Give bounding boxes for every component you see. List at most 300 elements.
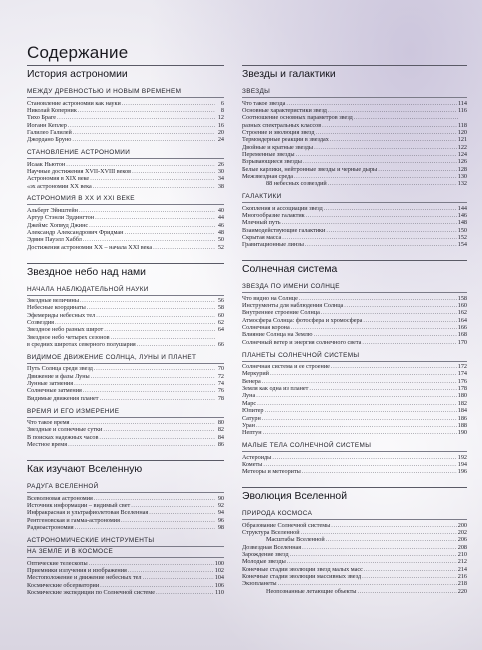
toc-entry bbox=[242, 136, 467, 143]
page-number: 38 bbox=[217, 182, 224, 190]
toc-entry bbox=[242, 144, 467, 151]
toc-column-right bbox=[242, 65, 467, 601]
toc-entry bbox=[27, 319, 224, 326]
section-title: ПРИРОДА КОСМОСА bbox=[242, 510, 467, 520]
dot-leader bbox=[282, 234, 456, 241]
dot-leader bbox=[294, 173, 457, 180]
toc-entry bbox=[242, 173, 467, 180]
toc-entry bbox=[242, 227, 467, 234]
toc-section bbox=[27, 537, 224, 597]
toc-entry bbox=[242, 566, 467, 573]
page-number: 20 bbox=[217, 128, 224, 136]
dot-leader bbox=[149, 509, 215, 516]
page-number: 150 bbox=[457, 226, 467, 234]
entry-title: Метеоры и метеориты bbox=[242, 468, 301, 476]
page-number: 16 bbox=[217, 121, 224, 129]
page-number: 128 bbox=[457, 165, 467, 173]
entry-title: Взрывающиеся звезды bbox=[242, 158, 302, 166]
page-number: 40 bbox=[217, 206, 224, 214]
toc-entry bbox=[27, 495, 224, 502]
section-title: ЗВЕЗДА ПО ИМЕНИ СОЛНЦЕ bbox=[242, 283, 467, 293]
entry-title: Дозвездная Вселенная bbox=[242, 543, 302, 551]
toc-entry bbox=[242, 317, 467, 324]
dot-leader bbox=[83, 387, 215, 394]
toc-entry bbox=[242, 205, 467, 212]
entry-title: Конечные стадии эволюции массивных звезд bbox=[242, 572, 362, 580]
page-number: 180 bbox=[457, 392, 467, 400]
dot-leader bbox=[75, 524, 215, 531]
toc-entry bbox=[242, 129, 467, 136]
part-heading: История астрономии bbox=[27, 65, 224, 82]
entry-title: Млечный путь bbox=[242, 219, 281, 227]
page-number: 122 bbox=[457, 143, 467, 151]
toc-entry bbox=[242, 573, 467, 580]
page-number: 106 bbox=[214, 581, 224, 589]
toc-entry bbox=[242, 100, 467, 107]
page-number: 78 bbox=[217, 394, 224, 402]
dot-leader bbox=[128, 567, 214, 574]
entry-title: Видимые движения планет bbox=[27, 394, 99, 402]
page-number: 162 bbox=[457, 309, 467, 317]
dot-leader bbox=[282, 219, 457, 226]
toc-entry bbox=[27, 244, 224, 251]
entry-title: Солнечный ветер и энергия солнечного света bbox=[242, 338, 362, 346]
part-heading: Как изучают Вселенную bbox=[27, 460, 224, 477]
entry-title: Конечные стадии эволюции звезд малых масс bbox=[242, 565, 363, 573]
dot-leader bbox=[322, 122, 457, 129]
entry-title: Инфракрасная и ультрафиолетовая Вселенная bbox=[27, 509, 149, 517]
dot-leader bbox=[104, 326, 215, 333]
toc-section bbox=[27, 483, 224, 531]
toc-entry bbox=[27, 122, 224, 129]
part-heading: Звездное небо над нами bbox=[27, 263, 224, 280]
entry-title: Что такое звезда bbox=[242, 99, 286, 107]
dot-leader bbox=[73, 129, 215, 136]
section-title: ЗВЕЗДЫ bbox=[242, 88, 467, 98]
dot-leader bbox=[302, 468, 457, 475]
entry-title: Всеволновая астрономия bbox=[27, 494, 93, 502]
page-number: 176 bbox=[457, 377, 467, 385]
toc-entry bbox=[242, 544, 467, 551]
page-number: 70 bbox=[217, 365, 224, 373]
page-number: 172 bbox=[457, 363, 467, 371]
toc-entry bbox=[27, 589, 224, 596]
dot-leader bbox=[354, 114, 458, 121]
entry-title: Лунные затмения bbox=[27, 380, 74, 388]
toc-entry bbox=[242, 400, 467, 407]
page-number: 64 bbox=[217, 326, 224, 334]
page-number: 182 bbox=[457, 399, 467, 407]
toc-entry bbox=[242, 339, 467, 346]
toc-entry bbox=[27, 582, 224, 589]
page-number: 76 bbox=[217, 387, 224, 395]
toc-entry bbox=[242, 385, 467, 392]
dot-leader bbox=[328, 180, 457, 187]
toc-entry bbox=[27, 236, 224, 243]
dot-leader bbox=[362, 339, 456, 346]
dot-leader bbox=[89, 560, 214, 567]
dot-leader bbox=[96, 312, 215, 319]
toc-entry bbox=[27, 129, 224, 136]
toc-entry bbox=[27, 229, 224, 236]
entry-title: «эх астрономии XX века bbox=[27, 182, 92, 190]
toc-entry bbox=[242, 166, 467, 173]
toc-entry bbox=[27, 304, 224, 311]
entry-title: Двойные и кратные звезды bbox=[242, 143, 314, 151]
toc-entry bbox=[242, 180, 467, 187]
page-number: 116 bbox=[457, 106, 467, 114]
entry-title: Эдвин Пауэлл Хаббл bbox=[27, 236, 82, 244]
entry-title: Александр Александрович Фридман bbox=[27, 228, 124, 236]
dot-leader bbox=[57, 114, 215, 121]
entry-title: Иоганн Кеплер bbox=[27, 121, 67, 129]
dot-leader bbox=[93, 183, 215, 190]
entry-title: Юпитер bbox=[242, 407, 264, 415]
dot-leader bbox=[100, 395, 215, 402]
page-number: 94 bbox=[217, 509, 224, 517]
dot-leader bbox=[263, 461, 456, 468]
entry-title: Нептун bbox=[242, 429, 262, 437]
page-number: 66 bbox=[217, 341, 224, 349]
page-number: 8 bbox=[220, 106, 224, 114]
page-number: 24 bbox=[217, 136, 224, 144]
dot-leader bbox=[326, 536, 457, 543]
toc-entry bbox=[242, 415, 467, 422]
toc-entry bbox=[242, 219, 467, 226]
page-number: 92 bbox=[217, 501, 224, 509]
entry-title: Молодые звезды bbox=[242, 558, 286, 566]
entry-title: Переменные звезды bbox=[242, 150, 295, 158]
toc-entry bbox=[242, 580, 467, 587]
entry-title: Скопления и ассоциации звезд bbox=[242, 204, 323, 212]
section-title: ПЛАНЕТЫ СОЛНЕЧНОЙ СИСТЕМЫ bbox=[242, 352, 467, 362]
page-number: 74 bbox=[217, 380, 224, 388]
dot-leader bbox=[286, 100, 457, 107]
dot-leader bbox=[328, 107, 457, 114]
toc-entry bbox=[27, 136, 224, 143]
dot-leader bbox=[257, 400, 457, 407]
page-number: 98 bbox=[217, 523, 224, 531]
page-number: 174 bbox=[457, 370, 467, 378]
dot-leader bbox=[262, 378, 457, 385]
page-number: 132 bbox=[457, 180, 467, 188]
page-number: 121 bbox=[457, 136, 467, 144]
toc-entry bbox=[242, 309, 467, 316]
dot-leader bbox=[309, 385, 456, 392]
page-number: 214 bbox=[457, 565, 467, 573]
page-number: 200 bbox=[457, 521, 467, 529]
toc-entry bbox=[27, 524, 224, 531]
page-number: 148 bbox=[457, 219, 467, 227]
page-number: 164 bbox=[457, 316, 467, 324]
toc-entry bbox=[27, 334, 224, 341]
page-number: 196 bbox=[457, 468, 467, 476]
dot-leader bbox=[124, 229, 215, 236]
page-number: 152 bbox=[457, 234, 467, 241]
page-number: 12 bbox=[217, 114, 224, 122]
dot-leader bbox=[278, 580, 457, 587]
toc-section bbox=[27, 88, 224, 144]
page-number: 82 bbox=[217, 426, 224, 434]
page-number: 6 bbox=[220, 99, 224, 107]
dot-leader bbox=[89, 222, 215, 229]
entry-title: Сатурн bbox=[242, 414, 261, 422]
page-number: 126 bbox=[457, 158, 467, 166]
entry-title: Звездные величины bbox=[27, 297, 79, 304]
dot-leader bbox=[132, 168, 215, 175]
toc-entry bbox=[27, 175, 224, 182]
entry-title: Звездные и солнечные сутки bbox=[27, 426, 103, 434]
entry-title: Меркурий bbox=[242, 370, 269, 378]
section-title: НАЧАЛА НАБЛЮДАТЕЛЬНОЙ НАУКИ bbox=[27, 286, 224, 296]
toc-section bbox=[242, 193, 467, 249]
dot-leader bbox=[302, 544, 457, 551]
page-number: 118 bbox=[457, 121, 467, 129]
dot-leader bbox=[83, 236, 215, 243]
toc-entry bbox=[242, 151, 467, 158]
entry-title: Исаак Ньютон bbox=[27, 160, 66, 168]
toc-section bbox=[27, 286, 224, 349]
dot-leader bbox=[291, 324, 457, 331]
page-number: 62 bbox=[217, 319, 224, 327]
toc-entry bbox=[27, 567, 224, 574]
entry-title: Зарождение звезд bbox=[242, 550, 289, 558]
entry-title: Образование Солнечной системы bbox=[242, 521, 331, 529]
toc-entry bbox=[27, 365, 224, 372]
dot-leader bbox=[263, 429, 457, 436]
toc-entry bbox=[27, 426, 224, 433]
entry-title: Оптические телескопы bbox=[27, 559, 88, 567]
page-number: 154 bbox=[457, 241, 467, 249]
entry-title: Марс bbox=[242, 399, 257, 407]
toc-entry bbox=[242, 551, 467, 558]
page-number: 178 bbox=[457, 385, 467, 393]
toc-entry bbox=[242, 422, 467, 429]
toc-entry bbox=[242, 461, 467, 468]
dot-leader bbox=[363, 317, 456, 324]
toc-entry bbox=[27, 326, 224, 333]
page-number: 72 bbox=[217, 372, 224, 380]
toc-entry bbox=[242, 331, 467, 338]
dot-leader bbox=[74, 380, 215, 387]
entry-title: Белые карлики, нейтронные звезды и черные дыры bbox=[242, 165, 378, 173]
entry-title: Космические обсерватории bbox=[27, 581, 100, 589]
entry-title: Научные достижения XVII-XVIII веков bbox=[27, 167, 132, 175]
entry-title: Местоположение и движение небесных тел bbox=[27, 574, 142, 582]
entry-title: Джордано Бруно bbox=[27, 136, 72, 144]
page-number: 86 bbox=[217, 441, 224, 449]
toc-entry bbox=[27, 312, 224, 319]
toc-section bbox=[242, 510, 467, 595]
page-number: 90 bbox=[217, 494, 224, 502]
toc-entry bbox=[242, 241, 467, 248]
dot-leader bbox=[305, 241, 457, 248]
dot-leader bbox=[303, 158, 457, 165]
entry-title: Звездное небо разных широт bbox=[27, 326, 104, 334]
toc-entry bbox=[27, 114, 224, 121]
toc-entry bbox=[242, 522, 467, 529]
dot-leader bbox=[306, 212, 457, 219]
dot-leader bbox=[99, 434, 215, 441]
entry-title: Экзопланеты bbox=[242, 580, 277, 588]
entry-title: Луна bbox=[242, 392, 256, 400]
page-number: 216 bbox=[457, 572, 467, 580]
dot-leader bbox=[344, 302, 456, 309]
toc-entry bbox=[27, 560, 224, 567]
dot-leader bbox=[296, 151, 457, 158]
entry-title: Что видно на Солнце bbox=[242, 294, 298, 302]
entry-title: Астероиды bbox=[242, 453, 272, 461]
toc-entry bbox=[27, 387, 224, 394]
toc-entry bbox=[27, 574, 224, 581]
dot-leader bbox=[262, 415, 457, 422]
entry-title: Скрытая масса bbox=[242, 234, 282, 241]
entry-title: Достижения астрономии XX – начала XXI века bbox=[27, 243, 153, 251]
entry-title: Земля как одна из планет bbox=[242, 385, 309, 393]
toc-entry bbox=[242, 212, 467, 219]
entry-title: Уран bbox=[242, 421, 255, 429]
toc-entry bbox=[27, 395, 224, 402]
entry-title: Влияние Солнца на Землю bbox=[242, 331, 313, 339]
entry-title: Венера bbox=[242, 377, 261, 385]
toc-entry bbox=[242, 407, 467, 414]
page-number: 56 bbox=[217, 297, 224, 304]
entry-title: Астрономия в XIX веке bbox=[27, 175, 90, 183]
toc-entry bbox=[242, 536, 467, 543]
page-number: 192 bbox=[457, 453, 467, 461]
section-title: ВИДИМОЕ ДВИЖЕНИЕ СОЛНЦА, ЛУНЫ И ПЛАНЕТ bbox=[27, 354, 224, 364]
toc-entry bbox=[242, 392, 467, 399]
dot-leader bbox=[143, 574, 214, 581]
dot-leader bbox=[324, 205, 457, 212]
entry-title: Масштабы Вселенной bbox=[266, 536, 325, 544]
entry-title: Николай Коперник bbox=[27, 106, 77, 114]
entry-title: Джеймс Хопвуд Джинс bbox=[27, 221, 89, 229]
toc-entry bbox=[242, 302, 467, 309]
page-number: 158 bbox=[457, 294, 467, 302]
entry-title: Созвездия bbox=[27, 319, 55, 327]
page-title: Содержание bbox=[27, 43, 129, 62]
dot-leader bbox=[357, 588, 456, 595]
entry-title: Кометы bbox=[242, 460, 263, 468]
toc-entry bbox=[242, 107, 467, 114]
page-number: 48 bbox=[217, 228, 224, 236]
toc-entry bbox=[27, 207, 224, 214]
part-heading: Солнечная система bbox=[242, 260, 467, 277]
dot-leader bbox=[137, 341, 215, 348]
page-number: 170 bbox=[457, 338, 467, 346]
dot-leader bbox=[131, 502, 215, 509]
entry-title: Рентгеновская и гамма-астрономия bbox=[27, 516, 120, 524]
page-number: 166 bbox=[457, 324, 467, 332]
toc-entry bbox=[27, 341, 224, 348]
dot-leader bbox=[301, 529, 457, 536]
section-title: ГАЛАКТИКИ bbox=[242, 193, 467, 203]
toc-entry bbox=[242, 234, 467, 241]
toc-entry bbox=[27, 373, 224, 380]
dot-leader bbox=[316, 129, 457, 136]
page-number: 220 bbox=[457, 587, 467, 595]
dot-leader bbox=[66, 161, 215, 168]
page-number: 186 bbox=[457, 414, 467, 422]
dot-leader bbox=[87, 304, 215, 311]
dot-leader bbox=[80, 297, 215, 304]
page-number: 208 bbox=[457, 543, 467, 551]
entry-title: разных спектральных классов bbox=[242, 121, 322, 129]
dot-leader bbox=[290, 551, 457, 558]
page-number: 206 bbox=[457, 536, 467, 544]
page-number: 104 bbox=[214, 574, 224, 582]
toc-column-left bbox=[27, 65, 224, 602]
entry-title: Термоядерные реакции в звездах bbox=[242, 136, 329, 144]
page-number: 130 bbox=[457, 172, 467, 180]
toc-section bbox=[27, 195, 224, 251]
entry-title: Приемники излучения и изображения bbox=[27, 567, 127, 575]
toc-entry bbox=[242, 468, 467, 475]
entry-title: Структура Вселенной bbox=[242, 528, 300, 536]
toc-entry bbox=[27, 161, 224, 168]
entry-title: Неопознанные летающие объекты bbox=[266, 587, 357, 595]
dot-leader bbox=[364, 566, 457, 573]
toc-entry bbox=[27, 168, 224, 175]
toc-entry bbox=[27, 222, 224, 229]
dot-leader bbox=[122, 100, 215, 107]
toc-entry bbox=[242, 370, 467, 377]
toc-entry bbox=[27, 100, 224, 107]
entry-title: Космические экспедиции по Солнечной системе bbox=[27, 589, 155, 597]
page-number: 100 bbox=[214, 559, 224, 567]
page-number: 114 bbox=[457, 99, 467, 107]
dot-leader bbox=[265, 407, 457, 414]
dot-leader bbox=[103, 426, 215, 433]
entry-title: Гравитационные линзы bbox=[242, 241, 304, 249]
page-number: 160 bbox=[457, 302, 467, 310]
entry-title: Инструменты для наблюдения Солнца bbox=[242, 302, 344, 310]
entry-title: Становление астрономии как науки bbox=[27, 99, 121, 107]
section-title: АСТРОНОМИЧЕСКИЕ ИНСТРУМЕНТЫ bbox=[27, 537, 224, 547]
toc-entry bbox=[242, 114, 467, 121]
entry-title: Межзвездная среда bbox=[242, 172, 293, 180]
toc-entry bbox=[27, 517, 224, 524]
entry-title: Галилео Галилей bbox=[27, 128, 72, 136]
toc-entry bbox=[27, 509, 224, 516]
page-number: 184 bbox=[457, 407, 467, 415]
toc-entry bbox=[27, 434, 224, 441]
entry-title: Взаимодействующие галактики bbox=[242, 226, 326, 234]
entry-title: Солнечная корона bbox=[242, 324, 290, 332]
entry-title: Движение и фазы Луны bbox=[27, 372, 90, 380]
page-number: 202 bbox=[457, 528, 467, 536]
page-number: 120 bbox=[457, 128, 467, 136]
entry-title: Небесные координаты bbox=[27, 304, 86, 312]
entry-title: Тихо Браге bbox=[27, 114, 57, 122]
page-number: 218 bbox=[457, 580, 467, 588]
toc-entry bbox=[27, 380, 224, 387]
dot-leader bbox=[153, 244, 215, 251]
entry-title: Солнечная система и ее строение bbox=[242, 363, 330, 371]
page-number: 84 bbox=[217, 433, 224, 441]
toc-entry bbox=[27, 297, 224, 304]
dot-leader bbox=[287, 558, 457, 565]
entry-title: Местное время bbox=[27, 441, 68, 449]
dot-leader bbox=[111, 334, 216, 341]
dot-leader bbox=[94, 365, 215, 372]
dot-leader bbox=[256, 392, 457, 399]
page-number: 58 bbox=[217, 304, 224, 312]
toc-entry bbox=[242, 429, 467, 436]
entry-title: Источник информации – видимый свет bbox=[27, 501, 131, 509]
part-heading: Эволюция Вселенной bbox=[242, 487, 467, 504]
